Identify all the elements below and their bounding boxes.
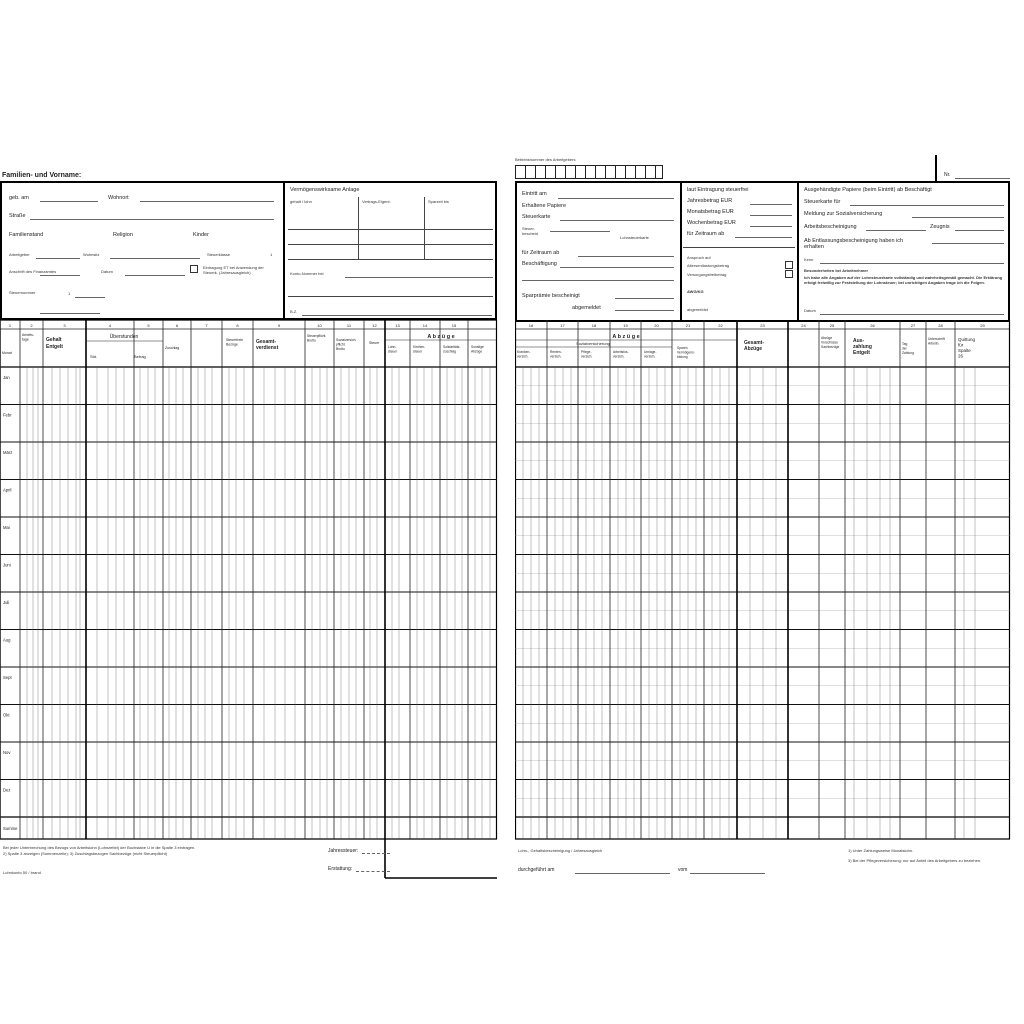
column-number: 6 — [175, 323, 179, 328]
total-deductions-header: Abzüge — [744, 346, 763, 352]
column-number: 26 — [870, 323, 875, 328]
residence-label: Wohnort — [108, 195, 129, 201]
column-number: 15 — [451, 323, 457, 328]
savings-col3: Sparzeit bis — [428, 199, 449, 204]
footer-note-1: 1) Unter Zahlungsweise Monatslohn. — [848, 848, 914, 853]
age-relief-label: Altersentlastungsbetrag — [687, 263, 730, 268]
month-label-aug: Aug — [3, 637, 11, 643]
month-label-okt: Okt — [3, 712, 10, 718]
footnote-2: 2) Spalte 3 anzeigen (Summenzeile); 3) Zuschlagsbezogen Sachbezüge (nicht Steuerpflicht) — [3, 851, 168, 856]
month-label-dez: Dez — [3, 787, 11, 793]
taxable-header: Steuerpflicht. — [307, 334, 327, 338]
taxclass-label: Steuerklasse — [207, 252, 231, 257]
advances-header: Sachbezüge — [821, 345, 840, 349]
for-period-label: für Zeitraum ab — [522, 250, 560, 256]
social-gross-header: Sozialversich. — [336, 338, 357, 342]
special-title: Besonderheiten bei Arbeitnehmer — [804, 268, 869, 273]
children-label: Kinder — [193, 232, 209, 238]
wage-tax-header: Lohn- — [388, 345, 397, 349]
born-label: geb. am — [9, 195, 29, 201]
record-label: Steuernummer — [9, 290, 36, 295]
footer-from-label: vom — [678, 867, 688, 873]
right-wage-table — [515, 320, 1011, 845]
wage-tax-header: steuer — [388, 349, 398, 354]
reference-label: Zeugnis — [930, 224, 950, 230]
tax-office-suffix: Lohnsteuerkarte — [620, 235, 649, 240]
pay-date-header: Zahlung — [902, 351, 914, 355]
sign-date-label: Datum — [804, 308, 816, 313]
savings-col1: gehalt / lohn — [290, 199, 312, 204]
month-label-sept: Sept — [3, 675, 12, 680]
pension-header: versich. — [550, 354, 562, 359]
column-number: 23 — [760, 323, 765, 328]
income-label: Beschäftigung — [522, 261, 557, 267]
date2-label: B.Z. — [290, 309, 298, 314]
column-number: 24 — [801, 323, 806, 328]
refund-label: Erstattung: — [328, 866, 353, 872]
savings-title: Vermögenswirksame Anlage — [290, 187, 360, 193]
month-label-juni: Juni — [3, 562, 11, 568]
hours-header: Std. — [90, 354, 98, 359]
column-number: 12 — [372, 323, 377, 328]
church-tax-header: steuer — [413, 349, 423, 354]
payout-header: Aus- — [853, 338, 865, 344]
receipt-header: Spalte — [958, 348, 971, 353]
work-cert-label: Arbeitsbescheinigung — [804, 224, 857, 230]
levy-header: Umlage- — [644, 350, 657, 354]
column-number: 28 — [938, 323, 943, 328]
discharge-label: Ab Entlassungsbescheinigung haben ich erhalten — [804, 238, 904, 250]
column-number: 25 — [829, 323, 835, 328]
weekly-amount-label: Wochenbetrag EUR — [687, 220, 736, 226]
column-number: 29 — [980, 323, 985, 328]
column-number: 16 — [528, 323, 534, 328]
employer-label: Arbeitgeber — [9, 252, 30, 257]
health-header: versich. — [517, 354, 529, 359]
column-number: 7 — [205, 323, 208, 328]
pension-relief-checkbox[interactable] — [785, 270, 793, 278]
savings-header: Vermögens- — [677, 350, 695, 355]
days-header: tage — [22, 337, 29, 342]
column-number: 17 — [560, 323, 565, 328]
month-label-april: April — [3, 487, 12, 493]
kenn-label: Kenn — [804, 257, 814, 262]
religion-label: Religion — [113, 232, 133, 238]
month-label-febr: Febr — [3, 412, 12, 418]
column-number: 13 — [395, 323, 400, 328]
awg-suffix: abgemeldet — [687, 307, 708, 312]
savings-col2: Vertrags-Eigent. — [362, 199, 391, 204]
record-suffix: 1 — [68, 291, 71, 296]
levy-header: versich. — [644, 354, 656, 359]
social-report-label: Meldung zur Sozialversicherung — [804, 211, 883, 217]
savings-header: Sparen — [677, 346, 688, 350]
social-gross-header: pflicht. — [336, 342, 346, 347]
column-number: 27 — [910, 323, 916, 328]
column-number: 3 — [63, 323, 66, 328]
monthly-amount-label: Monatsbetrag EUR — [687, 209, 734, 215]
payout-header: Entgelt — [853, 350, 870, 356]
unemployment-header: Arbeitslos- — [613, 350, 629, 354]
care-header: Pflege- — [581, 350, 592, 354]
marital-label: Familienstand — [9, 232, 44, 238]
other-deductions-header: Abzüge — [471, 349, 483, 354]
checkbox-text: Eintragung ET bei Anwendung der Steuerk. (Jahresausgleich) — [203, 265, 264, 275]
receipt-header: 26 — [958, 353, 964, 359]
receipt-header: für — [958, 342, 964, 348]
abode-label: Wohnsitz — [83, 252, 100, 257]
column-number: 20 — [654, 323, 659, 328]
column-number: 19 — [623, 323, 628, 328]
taxcard-for-label: Steuerkarte für — [804, 199, 841, 205]
month-label-märz: März — [3, 450, 13, 455]
column-number: 4 — [108, 323, 112, 328]
unemployment-header: versich. — [613, 354, 625, 359]
annual-tax-label: Jahressteuer: — [328, 848, 359, 854]
footnote-1: Bei jeder Unterbrechung des Bezugs von Arbeitslohn (Lohnzettel) der Buchstabe U in die Spalte 3 eintragen. — [3, 845, 196, 850]
column-number: 14 — [422, 323, 428, 328]
reg-number-boxes[interactable] — [515, 165, 663, 179]
health-header: Kranken- — [517, 350, 531, 354]
church-tax-header: Kirchen- — [413, 345, 426, 349]
soli-header: Solidaritäts- — [443, 345, 461, 349]
tax-flag-header: Steuer — [369, 341, 380, 345]
month-label-nov: Nov — [3, 750, 11, 755]
entitlement-label: Anspruch auf — [687, 255, 711, 260]
footer-done-label: durchgeführt am — [518, 867, 555, 873]
registry-label: Anschrift des Finanzamtes — [9, 269, 57, 274]
amount-header: Betrag — [134, 354, 146, 359]
salary-header: Gehalt — [46, 337, 62, 343]
account-label: Konto-Nummer bei — [290, 271, 324, 276]
savings-header: bildung — [677, 355, 688, 359]
gross-header: verdienst — [256, 345, 279, 351]
gross-header: Gesamt- — [256, 339, 277, 345]
column-number: 18 — [591, 323, 597, 328]
taxable-header: Brutto — [307, 338, 316, 343]
soli-header: zuschlag — [443, 349, 457, 354]
column-number: 11 — [346, 323, 352, 328]
month-header: Monat — [2, 351, 12, 355]
receipt-header: Quittung — [958, 337, 976, 342]
column-number: 10 — [317, 323, 322, 328]
month-label-summe: Summe — [3, 826, 18, 831]
month-label-juli: Juli — [3, 600, 10, 605]
block2-title: laut Eintragung steuerfrei — [687, 187, 749, 193]
overtime-title: Überstunden — [109, 334, 139, 340]
care-header: versich. — [581, 354, 593, 359]
left-wage-table — [0, 320, 498, 880]
footer-cert-label: Lohn-, Gehaltsbescheinigung / Jahresausgleich — [518, 848, 603, 853]
column-number: 1 — [8, 323, 12, 328]
social-gross-header: Brutto — [336, 347, 345, 351]
date-label: Datum — [101, 269, 113, 274]
deductions-title: A b z ü g e — [612, 334, 640, 340]
reg-number-label: Betriebsnummer des Arbeitgebers — [515, 157, 576, 162]
pay-date-header: der — [902, 346, 907, 351]
number-label: Nr. — [944, 172, 951, 178]
advances-header: Abzüge — [821, 336, 833, 340]
tax-checkbox[interactable] — [190, 265, 198, 273]
taxfree-header: Bezüge — [226, 342, 238, 347]
column-number: 9 — [277, 323, 281, 328]
awg-label: AWG/KG — [687, 289, 704, 294]
other-deductions-header: Sonstige — [471, 345, 484, 349]
block3-title: Ausgehändigte Papiere (beim Eintritt) ab Beschäftigt — [804, 187, 932, 193]
days-header: Arbeits- — [22, 333, 35, 337]
savings-cert-label: Sparprämie bescheinigt — [522, 293, 580, 299]
column-number: 8 — [236, 323, 239, 328]
period-from-label: für Zeitraum ab — [687, 231, 725, 237]
pay-date-header: Tag — [902, 342, 908, 346]
column-number: 21 — [685, 323, 691, 328]
name-label: Familien- und Vorname: — [2, 172, 82, 179]
advances-header: Vorschüsse — [821, 340, 839, 345]
street-label: Straße — [9, 213, 26, 219]
column-number: 5 — [147, 323, 150, 328]
taxclass-suffix: 1 — [270, 252, 273, 257]
entry-label: Eintritt am — [522, 191, 547, 197]
papers-label: Erhaltene Papiere — [522, 203, 567, 209]
age-relief-checkbox[interactable] — [785, 261, 793, 269]
column-number: 2 — [30, 323, 33, 328]
right-header-box — [515, 181, 1010, 322]
annual-amount-label: Jahresbetrag EUR — [687, 198, 733, 204]
taxcard-label: Steuerkarte — [522, 214, 551, 220]
month-label-mai: Mai — [3, 525, 10, 530]
signature-header: Unterschrift — [928, 337, 945, 341]
salary-header: Entgelt — [46, 344, 63, 350]
brand-logo: Lohnkonto 50 / brand — [3, 870, 41, 875]
month-label-jan: Jan — [3, 375, 10, 380]
signature-header: Arbeitn. — [928, 341, 940, 346]
taxfree-header: Steuerfreie — [226, 338, 244, 342]
pension-header: Renten- — [550, 350, 562, 354]
social-title: Sozialversicherung — [576, 341, 610, 346]
special-text: Ich habe alle Angaben auf der Lohnsteuerkarte vollständig und wahrheitsgemäß gemacht. Die Erklärung erfolgt freiwillig zur Feststellung der Lohnsteuer; bei unrichtigen Angaben trage ich die Folgen. — [804, 275, 1003, 285]
deductions-title: A b z ü g e — [427, 334, 455, 340]
footer-note-2: 3) Bei der Pflegeversicherung: nur auf Anteil des Arbeitgebers zu beziehen. — [848, 858, 982, 863]
total-deductions-header: Gesamt- — [744, 340, 765, 346]
surcharge-header: Zuschlag — [165, 346, 180, 350]
tax-office-label: Steuer- bescheid — [522, 226, 539, 236]
pension-relief-label: Versorgungsfreibetrag — [687, 272, 727, 277]
column-number: 22 — [718, 323, 723, 328]
payout-header: zahlung — [853, 344, 872, 350]
savings-cert-suffix: abgemeldet — [572, 305, 601, 311]
